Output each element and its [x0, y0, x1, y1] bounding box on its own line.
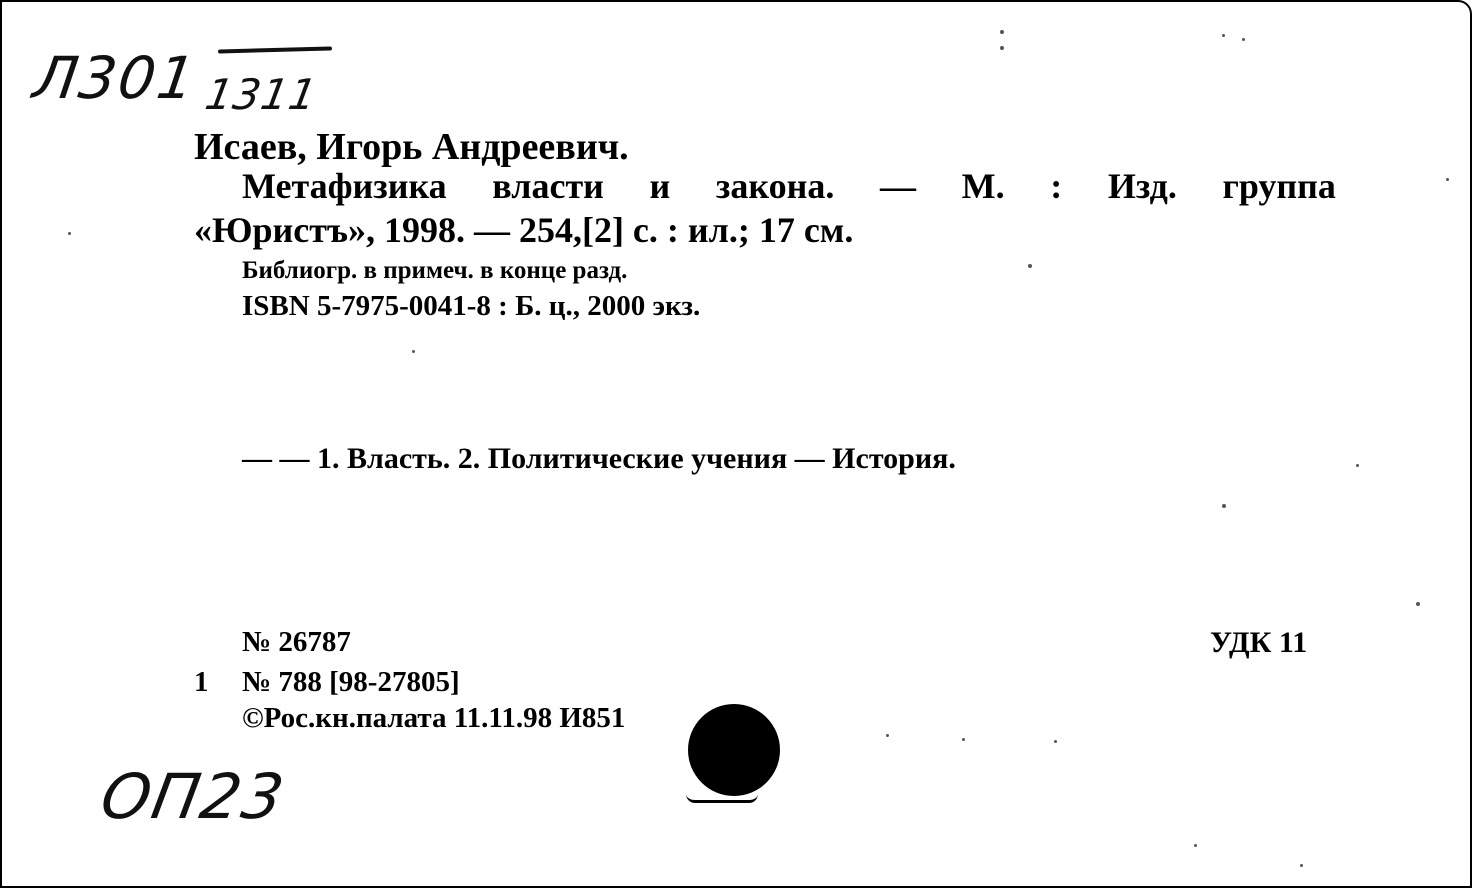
record-number: № 26787 [242, 626, 351, 658]
udk-code: УДК 11 [1210, 626, 1308, 659]
title-word: Изд. [1107, 166, 1177, 206]
scan-speck [1242, 38, 1245, 41]
scan-speck [1028, 264, 1032, 268]
scan-speck [1416, 602, 1420, 606]
scan-speck [1222, 34, 1225, 37]
book-chamber-line: ©Рос.кн.палата 11.11.98 И851 [242, 702, 626, 734]
title-word: М. [961, 166, 1005, 206]
scan-speck [1300, 864, 1303, 867]
scan-speck [962, 738, 965, 741]
handwritten-number: 1311 [201, 70, 322, 119]
subject-headings: — — 1. Власть. 2. Политические учения — История. [242, 442, 956, 475]
bibliography-note: Библиогр. в примеч. в конце разд. [242, 257, 628, 284]
title-word: закона. [715, 166, 835, 206]
scan-speck [412, 350, 415, 353]
copy-count: 1 [194, 666, 209, 698]
title-word: — [879, 166, 916, 206]
author-heading: Исаев, Игорь Андреевич. [194, 126, 629, 168]
title-word: и [649, 166, 671, 206]
title-word: Метафизика [242, 166, 447, 206]
handwritten-shelf-mark: Л301 [29, 44, 202, 112]
isbn-note: ISBN 5-7975-0041-8 : Б. ц., 2000 экз. [242, 290, 701, 322]
handwritten-bottom-mark: ОП23 [95, 760, 291, 833]
scan-speck [68, 232, 71, 235]
scan-speck [886, 734, 889, 737]
title-word: : [1050, 166, 1063, 206]
handwritten-overline [218, 47, 332, 54]
scan-speck [1054, 740, 1057, 743]
scan-speck [1446, 178, 1449, 181]
title-line-2: «Юристъ», 1998. — 254,[2] с. : ил.; 17 см. [194, 210, 854, 250]
title-word: группа [1222, 166, 1336, 206]
scan-speck [1194, 844, 1197, 847]
scan-speck [1222, 504, 1226, 508]
record-number-2: № 788 [98-27805] [242, 666, 460, 698]
scan-speck [1000, 46, 1004, 50]
scan-speck [1356, 464, 1359, 467]
scan-speck [1000, 30, 1004, 34]
punch-hole [688, 704, 780, 796]
title-line-1 [242, 168, 1336, 204]
punch-hole-shadow [686, 794, 758, 803]
title-word: власти [492, 166, 604, 206]
